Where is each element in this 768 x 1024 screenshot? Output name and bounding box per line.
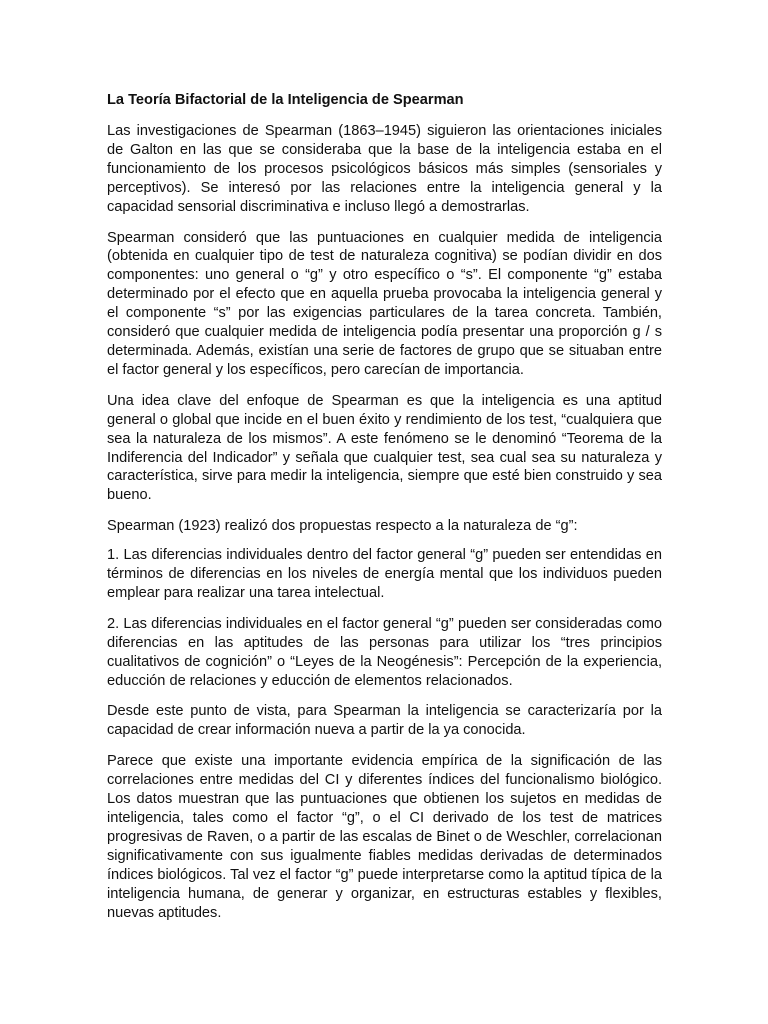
paragraph-proposal-2: 2. Las diferencias individuales en el factor general “g” pueden ser consideradas como diferencias en las aptitudes de las personas para utilizar los “tres principios cualitativos de cognición” o “Leyes de la Neogénesis”: Percepción de la experiencia, educción de relaciones y educción de elementos relacionados. [107, 615, 662, 689]
paragraph-proposals-intro: Spearman (1923) realizó dos propuestas respecto a la naturaleza de “g”: [107, 518, 578, 535]
paragraph-proposal-1: 1. Las diferencias individuales dentro del factor general “g” pueden ser entendidas en términos de diferencias en los niveles de energía mental que los individuos pueden emplear para realizar una tarea intelectual. [107, 547, 662, 601]
paragraph-components: Spearman consideró que las puntuaciones en cualquier medida de inteligencia (obtenida en cualquier tipo de test de naturaleza cognitiva) se podían dividir en dos componentes: uno general o “g” y otro específico o “s”. El componente “g” estaba determinado por el efecto que en aquella prueba provocaba la inteligencia general y el componente “s” por las exigencias particulares de la tarea concreta. También, consideró que cualquier medida de inteligencia podía presentar una proporción g / s determinada. Además, existían una serie de factores de grupo que se situaban entre el factor general y los específicos, pero carecían de importancia. [107, 229, 662, 378]
paragraph-galton: Las investigaciones de Spearman (1863–1945) siguieron las orientaciones iniciales de Galton en las que se consideraba que la base de la inteligencia estaba en el funcionamiento de los procesos psicológicos básicos más simples (sensoriales y perceptivos). Se interesó por las relaciones entre la inteligencia general y la capacidad sensorial discriminativa e incluso llegó a demostrarlas. [107, 123, 662, 215]
document-page [107, 91, 662, 934]
paragraph-viewpoint: Desde este punto de vista, para Spearman la inteligencia se caracterizaría por la capacidad de crear información nueva a partir de la ya conocida. [107, 703, 662, 739]
document-title: La Teoría Bifactorial de la Inteligencia de Spearman [107, 92, 464, 108]
paragraph-key-idea: Una idea clave del enfoque de Spearman es que la inteligencia es una aptitud general o global que incide en el buen éxito y rendimiento de los test, “cualquiera que sea la naturaleza de los mismos”. A este fenómeno se le denominó “Teorema de la Indiferencia del Indicador” y señala que cualquier test, sea cual sea su naturaleza y característica, sirve para medir la inteligencia, siempre que esté bien construido y sea bueno. [107, 392, 662, 504]
paragraph-evidence: Parece que existe una importante evidencia empírica de la significación de las correlaciones entre medidas del CI y diferentes índices del funcionalismo biológico. Los datos muestran que las puntuaciones que obtienen los sujetos en medidas de inteligencia, tales como el factor “g”, o el CI derivado de los test de matrices progresivas de Raven, o a partir de las escalas de Binet o de Weschler, correlacionan significativamente con sus igualmente fiables medidas derivadas de determinados índices biológicos. Tal vez el factor “g” puede interpretarse como la aptitud típica de la inteligencia humana, de generar y organizar, en estructuras estables y flexibles, nuevas aptitudes. [107, 753, 662, 921]
